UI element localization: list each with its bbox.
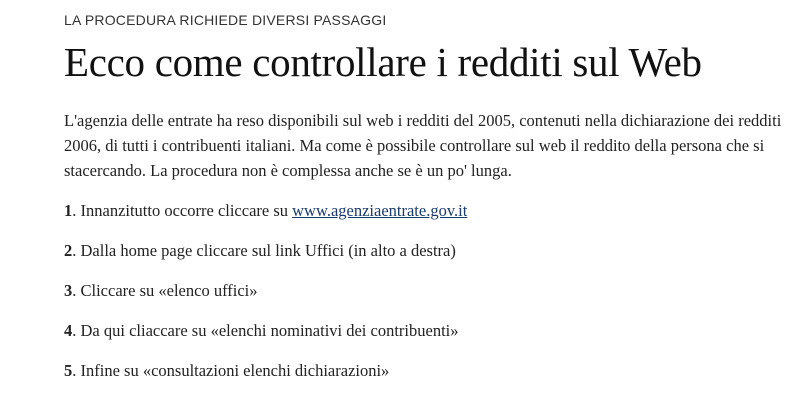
article — [64, 0, 784, 383]
step-number: 5 — [64, 361, 73, 380]
steps-list — [64, 198, 784, 383]
step-item-2 — [64, 238, 784, 263]
step-number: 2 — [64, 241, 73, 260]
step-text: . Cliccare su «elenco uffici» — [72, 281, 258, 300]
article-lead: L'agenzia delle entrate ha reso disponibili sul web i redditi del 2005, contenuti nella dichiarazione dei redditi 2006, di tutti i contribuenti italiani. Ma come è possibile controllare sul web il reddito della persona che si stacercando. La procedura non è complessa anche se è un po' lunga. — [64, 111, 782, 180]
article-headline: Ecco come controllare i redditi sul Web — [64, 39, 702, 85]
step-item-4 — [64, 318, 784, 343]
step-item-5 — [64, 358, 784, 383]
agenzia-entrate-link[interactable]: www.agenziaentrate.gov.it — [292, 201, 468, 220]
step-text: . Infine su «consultazioni elenchi dichiarazioni» — [72, 361, 390, 380]
step-item-3 — [64, 278, 784, 303]
step-item-1 — [64, 198, 784, 223]
step-number: 4 — [64, 321, 73, 340]
step-text: . Innanzitutto occorre cliccare su — [72, 201, 293, 220]
step-number: 1 — [64, 201, 73, 220]
article-kicker: LA PROCEDURA RICHIEDE DIVERSI PASSAGGI — [64, 12, 387, 28]
step-text: . Da qui cliaccare su «elenchi nominativi dei contribuenti» — [72, 321, 459, 340]
step-text: . Dalla home page cliccare sul link Uffici (in alto a destra) — [72, 241, 456, 260]
step-number: 3 — [64, 281, 73, 300]
